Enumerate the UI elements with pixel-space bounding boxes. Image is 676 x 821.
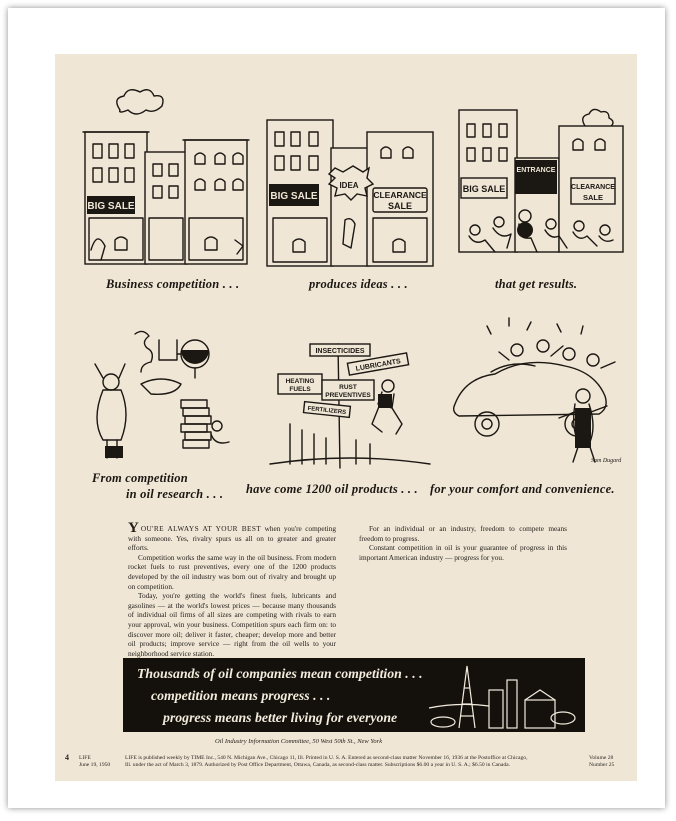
sign-insecticides: INSECTICIDES: [315, 348, 365, 355]
caption-oil-research: in oil research . . .: [126, 487, 224, 501]
body-p1-text: when you're competing with someone. Yes, rivalry spurs us all on to greater and greater efforts.: [128, 524, 337, 553]
illustration-stores-ideas: [263, 102, 441, 272]
caption-produces-ideas: produces ideas . . .: [309, 277, 408, 291]
body-column-right: [359, 524, 567, 562]
footer-fine-print-2: Ill. under the act of March 3, 1879. Authorized by Post Office Department, Ottawa, Canada, as second-class matter. Subscriptions $6.00 a year in U. S. A.; $6.50 in Canada.: [125, 761, 510, 768]
illustration-store-competition: [75, 90, 255, 272]
footer-volume-num: Volume 28: [589, 755, 614, 761]
magazine-page: [55, 54, 637, 781]
footer-fine-print: [125, 755, 565, 768]
footer-volume: [589, 755, 614, 768]
clearance-sign-3: CLEARANCE: [571, 184, 615, 191]
body-paragraph-4: For an individual or an industry, freedom to compete means freedom to progress.: [359, 524, 567, 543]
footer-date: June 19, 1950: [79, 761, 111, 768]
slogan-banner: [123, 658, 585, 732]
body-paragraph-1: [128, 520, 337, 553]
sign-fertilizers: FERTILIZERS: [307, 405, 347, 416]
illustration-product-signpost: [270, 334, 435, 469]
big-sale-sign: BIG SALE: [87, 201, 135, 212]
footer-issue-num: Number 25: [589, 761, 615, 768]
footer-page-number: 4: [65, 753, 69, 762]
body-paragraph-2: Competition works the same way in the oil business. From modern rocket fuels to rust preventives, every one of the 1200 products developed by the oil industry was born out of rivalry and brought up on competition.: [128, 552, 336, 591]
banner-line-2: competition means progress . . .: [151, 688, 331, 703]
caption-get-results: that get results.: [495, 277, 578, 291]
big-sale-sign-3: BIG SALE: [462, 184, 506, 194]
caption-business-competition: Business competition . . .: [106, 277, 240, 291]
banner-line-1: Thousands of oil companies mean competition . . .: [137, 666, 423, 681]
drop-cap: Y: [128, 520, 139, 536]
artist-signature: Sam Dugard: [591, 458, 622, 464]
illustration-family-car: [447, 312, 629, 470]
sign-rust-preventives: PREVENTIVES: [325, 392, 371, 399]
illustration-oil-research: [85, 324, 235, 464]
footer-mag: [79, 755, 110, 768]
body-paragraph-5: Constant competition in oil is your guarantee of progress in this important American industry — progress for you.: [359, 543, 567, 562]
caption-oil-products: have come 1200 oil products . . .: [246, 482, 418, 496]
sign-lubricants: LUBRICANTS: [355, 358, 402, 373]
clearance-sign-sale: SALE: [387, 201, 413, 211]
mat-frame: [8, 8, 665, 808]
caption-from-competition: From competition: [92, 471, 188, 485]
footer-mag-name: LIFE: [79, 755, 91, 761]
illustration-crowd-results: [455, 100, 631, 272]
sign-heating: HEATING: [285, 378, 315, 385]
footer-fine-print-1: LIFE is published weekly by TIME Inc., 540 N. Michigan Ave., Chicago 11, Ill. Printed in U. S. A. Entered as second-class matter November 16, 1936 at the Postoffice at Chicago,: [125, 755, 528, 761]
banner-line-3: progress means better living for everyone: [163, 710, 398, 725]
refinery-drawing: [429, 660, 579, 730]
clearance-sign: CLEARANCE: [373, 190, 427, 200]
sign-rust: RUST: [339, 384, 357, 391]
lead-in-caps: OU'RE ALWAYS AT YOUR BEST: [140, 524, 262, 533]
clearance-sign-3-sale: SALE: [582, 193, 604, 202]
sponsor-credit: Oil Industry Information Committee, 50 West 50th St., New York: [215, 738, 383, 745]
body-column-left: [128, 520, 337, 658]
caption-comfort: for your comfort and convenience.: [430, 482, 615, 496]
body-paragraph-3: Today, you're getting the world's finest fuels, lubricants and gasolines — at the world's lowest prices — because many thousands of individual oil firms of all sizes are competing with rivals to earn your approval, win your business. Competition spurs each firm on: to discover more oil; deliver it faster, cheaper; develop more and better oil products; improve service — right from the oil wells to your neighborhood service station.: [128, 591, 336, 658]
big-sale-sign-2: BIG SALE: [270, 191, 318, 202]
sign-heating-fuels: FUELS: [289, 386, 311, 393]
entrance-sign: ENTRANCE: [516, 167, 556, 174]
idea-burst: IDEA: [339, 181, 359, 190]
